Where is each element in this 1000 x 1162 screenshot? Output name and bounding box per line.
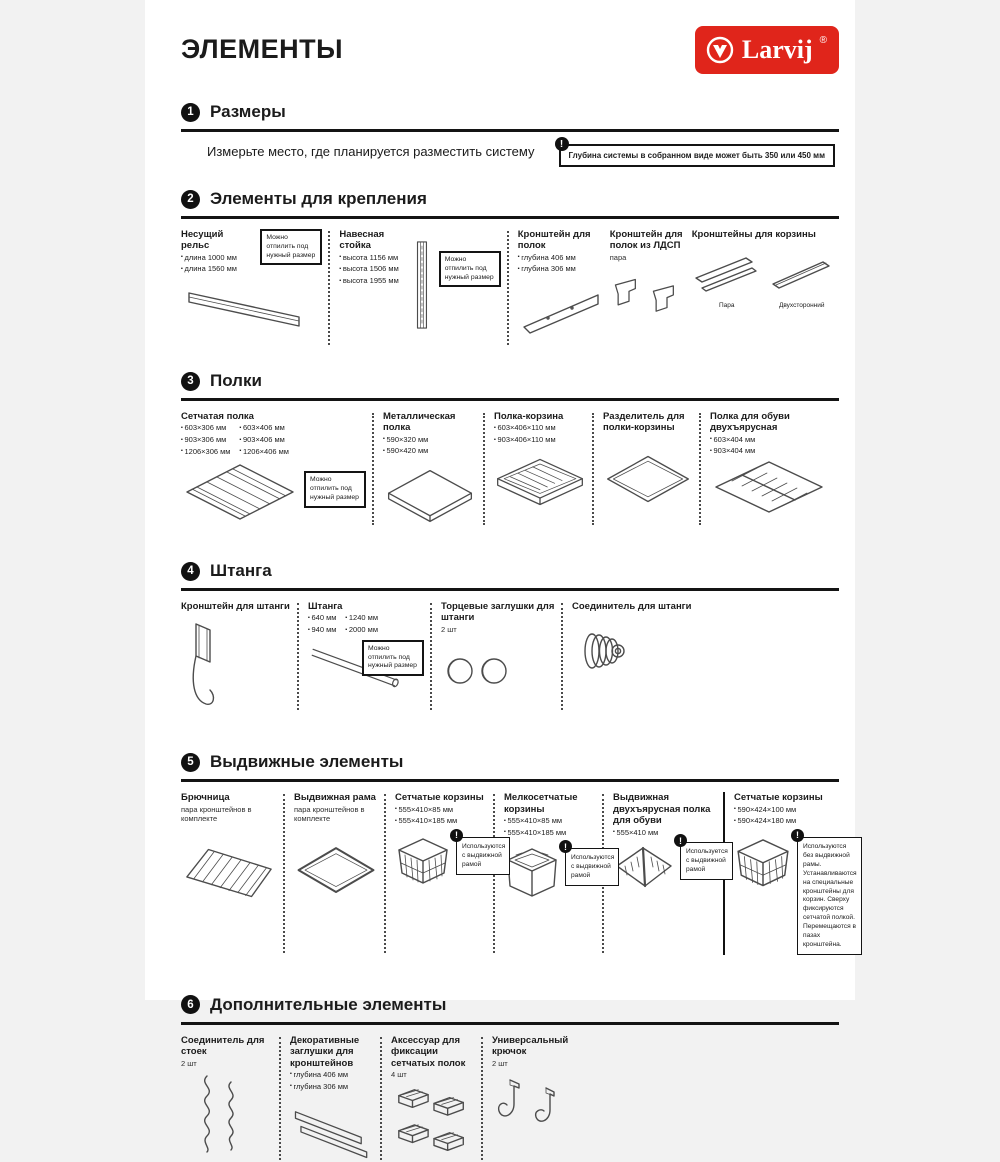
item-spec: ▪ 903×404 мм	[710, 445, 839, 457]
trouser-rack-icon	[181, 841, 277, 907]
item-spec: ▪ 1240 мм	[345, 612, 378, 624]
usage-note-text: Используются без выдвижной рамы. Устанавливаются на специальные кронштейны для корзин. Сверху фиксируются сетчатой полкой. Перемещаются в пазах кронштейна.	[803, 843, 857, 948]
bracket-caption: Двухсторонний	[778, 302, 825, 310]
ldsp-bracket-icon	[610, 270, 686, 318]
section-title: Элементы для крепления	[210, 189, 427, 208]
item-name: Сетчатые корзины	[395, 792, 484, 804]
depth-note-text: Глубина системы в собранном виде может быть 350 или 450 мм	[568, 151, 825, 160]
measure-instruction: Измерьте место, где планируется разместить систему	[207, 144, 535, 159]
item-spec: ▪ глубина 406 мм	[518, 252, 604, 264]
brand-logo	[695, 26, 839, 74]
exclamation-icon: !	[791, 829, 804, 842]
item-metal-shelf	[383, 411, 483, 527]
usage-note-text: Используется с выдвижной рамой	[686, 848, 728, 873]
item-spec: ▪ 1206×306 мм	[181, 446, 230, 458]
section-number-badge: 1	[181, 103, 200, 122]
exclamation-icon: !	[559, 840, 572, 853]
metal-shelf-icon	[383, 465, 477, 527]
item-name: Кронштейн для полок из ЛДСП	[609, 229, 683, 252]
item-decorative-caps	[290, 1035, 380, 1162]
item-sub: 2 шт	[181, 1058, 197, 1068]
section-rod	[181, 561, 839, 712]
shelf-bracket-icon	[518, 283, 604, 335]
wall-upright-icon	[411, 229, 432, 341]
depth-note-box	[559, 138, 836, 167]
section-number-badge: 2	[181, 190, 200, 209]
section-number-badge: 6	[181, 995, 200, 1014]
item-spec: ▪ 555×410×85 мм	[395, 804, 487, 816]
decorative-caps-icon	[290, 1100, 374, 1162]
item-sub: пара	[609, 252, 627, 262]
fixing-clips-icon	[391, 1083, 475, 1161]
item-name: Сетчатые корзины	[734, 792, 823, 804]
item-fine-wire-baskets	[504, 792, 615, 954]
item-spec: ▪ 2000 мм	[345, 624, 378, 636]
usage-note-box	[564, 841, 619, 886]
pullout-shoe-shelf-icon	[613, 840, 675, 896]
item-spec: ▪ 603×406×110 мм	[494, 422, 586, 434]
section-title: Выдвижные элементы	[210, 752, 404, 772]
column-divider	[699, 413, 701, 525]
item-spec: ▪ 590×424×100 мм	[734, 804, 862, 816]
item-spec: ▪ длина 1560 мм	[181, 263, 253, 275]
item-name: Торцевые заглушки для штанги	[441, 601, 555, 624]
shoe-shelf-icon	[710, 459, 828, 519]
section-title: Дополнительные элементы	[210, 994, 447, 1014]
item-spec: ▪ 903×406×110 мм	[494, 434, 586, 446]
rod-bracket-icon	[181, 620, 225, 712]
universal-hook-icon	[492, 1074, 576, 1148]
item-rod-bracket	[181, 601, 297, 712]
section-header	[181, 752, 839, 782]
item-name: Металлическая полка	[383, 411, 456, 434]
item-spec: ▪ 555×410×185 мм	[504, 827, 596, 839]
item-spec: ▪ 555×410 мм	[613, 827, 717, 839]
item-spec: ▪ 590×420 мм	[383, 445, 477, 457]
item-name: Выдвижная двухъярусная полка для обуви	[613, 792, 711, 827]
item-spec: ▪ 590×320 мм	[383, 434, 477, 446]
item-ldsp-shelf-bracket	[610, 229, 692, 347]
end-caps-icon	[441, 650, 517, 690]
brand-logo-text: Larvij	[741, 35, 813, 64]
column-divider	[372, 413, 374, 525]
section-additional	[181, 995, 839, 1162]
basket-shelf-icon	[494, 454, 586, 520]
item-name: Полка-корзина	[494, 411, 564, 422]
item-rod-connector	[572, 601, 722, 712]
item-spec: ▪ высота 1955 мм	[339, 275, 403, 287]
item-spec: ▪ 640 мм	[308, 612, 336, 624]
item-spec: ▪ 555×410×85 мм	[504, 815, 596, 827]
doc-header	[181, 26, 839, 74]
item-post-connector	[181, 1035, 279, 1162]
usage-note-text: Используются с выдвижной рамой	[462, 843, 506, 868]
column-divider	[384, 794, 386, 952]
item-spec: ▪ глубина 306 мм	[518, 263, 604, 275]
item-pullout-frame	[294, 792, 384, 954]
column-divider	[592, 413, 594, 525]
item-name: Соединитель для стоек	[181, 1034, 265, 1058]
item-sub: пара кронштейнов в комплекте	[294, 804, 365, 823]
fine-basket-icon	[504, 846, 560, 908]
item-name: Мелкосетчатые корзины	[504, 792, 578, 815]
item-spec: ▪ 603×404 мм	[710, 434, 839, 446]
wire-basket-icon	[734, 835, 792, 905]
item-mesh-shelf	[181, 411, 372, 527]
usage-note-box	[796, 830, 862, 955]
column-divider	[430, 603, 432, 710]
saw-note-box: Можно отпилить под нужный размер	[439, 251, 501, 287]
pullout-frame-icon	[294, 841, 378, 901]
bracket-caption: Пара	[718, 302, 735, 310]
column-divider	[380, 1037, 382, 1160]
usage-note-text: Используются с выдвижной рамой	[571, 854, 615, 880]
item-spec: ▪ 940 мм	[308, 624, 336, 636]
item-name: Кронштейн для полок	[517, 229, 591, 252]
page-title: ЭЛЕМЕНТЫ	[181, 34, 344, 64]
section-number-badge: 3	[181, 372, 200, 391]
item-name: Аксессуар для фиксации сетчатых полок	[391, 1034, 466, 1069]
item-name: Несущий рельс	[181, 229, 224, 252]
column-divider	[483, 413, 485, 525]
item-rod	[308, 601, 430, 712]
section-title: Штанга	[210, 561, 272, 581]
item-rod-end-caps	[441, 601, 561, 712]
item-sub: 4 шт	[391, 1069, 407, 1079]
divider-icon	[603, 450, 693, 508]
item-spec: ▪ длина 1000 мм	[181, 252, 253, 264]
item-spec: ▪ высота 1506 мм	[339, 263, 403, 275]
item-mesh-shelf-fixer	[391, 1035, 481, 1162]
item-sub: 2 шт	[492, 1058, 508, 1068]
section-header	[181, 189, 839, 219]
item-spec: ▪ глубина 406 мм	[290, 1069, 374, 1081]
item-spec: ▪ 903×306 мм	[181, 434, 230, 446]
catalog-page	[145, 0, 857, 1091]
column-divider	[561, 603, 563, 710]
item-trouser-rack	[181, 792, 283, 954]
item-wire-baskets-standalone	[734, 792, 862, 954]
rod-connector-icon	[572, 626, 638, 676]
item-spec: ▪ 1206×406 мм	[239, 446, 288, 458]
brand-logo-icon	[705, 35, 735, 65]
item-name: Декоративные заглушки для кронштейнов	[290, 1034, 360, 1069]
saw-note-box: Можно отпилить под нужный размер	[304, 471, 366, 507]
item-wall-upright	[339, 229, 506, 347]
registered-trademark: ®	[819, 35, 827, 46]
item-pullout-shoe-shelf	[613, 792, 728, 954]
basket-bracket-double-icon	[769, 254, 835, 300]
item-name: Навесная стойка	[339, 229, 385, 252]
item-two-tier-shoe-shelf	[710, 411, 839, 527]
section-pullout	[181, 752, 857, 954]
item-spec: ▪ глубина 306 мм	[290, 1081, 374, 1093]
column-divider	[481, 1037, 483, 1160]
item-carrier-rail	[181, 229, 328, 347]
mesh-shelf-icon	[181, 461, 299, 523]
basket-brackets-pair-icon	[692, 254, 762, 300]
column-divider	[507, 231, 509, 345]
exclamation-icon: !	[674, 834, 687, 847]
item-spec: ▪ высота 1156 мм	[339, 252, 403, 264]
column-divider	[328, 231, 330, 345]
item-spec: ▪ 903×406 мм	[239, 434, 288, 446]
exclamation-icon: !	[450, 829, 463, 842]
section-header	[181, 995, 839, 1025]
saw-note-box: Можно отпилить под нужный размер	[260, 229, 322, 265]
usage-note-box	[455, 830, 510, 875]
exclamation-icon: !	[555, 137, 569, 151]
item-name: Соединитель для штанги	[572, 601, 692, 613]
item-name: Универсальный крючок	[492, 1034, 569, 1058]
section-header	[181, 561, 839, 591]
item-name: Выдвижная рама	[294, 792, 376, 804]
carrier-rail-icon	[181, 283, 309, 333]
saw-note-box: Можно отпилить под нужный размер	[362, 640, 424, 676]
item-name: Штанга	[308, 601, 343, 613]
item-sub: пара кронштейнов в комплекте	[181, 804, 252, 823]
usage-note-box	[679, 835, 733, 880]
item-name: Брючница	[181, 792, 230, 804]
section-header	[181, 102, 839, 132]
item-spec: ▪ 603×406 мм	[239, 422, 288, 434]
column-divider	[297, 603, 299, 710]
item-wire-baskets	[395, 792, 506, 954]
post-connector-icon	[191, 1072, 247, 1158]
column-divider	[279, 1037, 281, 1160]
section-shelves	[181, 371, 839, 527]
item-universal-hook	[492, 1035, 602, 1162]
item-name: Кронштейны для корзины	[691, 229, 816, 240]
item-name: Разделитель для полки-корзины	[603, 411, 685, 434]
section-mounting	[181, 189, 839, 347]
item-name: Полка для обуви двухъярусная	[710, 411, 790, 434]
item-shelf-bracket	[518, 229, 610, 347]
section-title: Размеры	[210, 102, 286, 121]
section-number-badge: 4	[181, 562, 200, 581]
section-dimensions	[181, 102, 839, 167]
item-basket-shelf-divider	[603, 411, 699, 527]
item-spec: ▪ 590×424×180 мм	[734, 815, 862, 827]
section-title: Полки	[210, 371, 262, 390]
item-spec: ▪ 603×306 мм	[181, 422, 230, 434]
item-basket-brackets	[692, 229, 839, 347]
item-name: Кронштейн для штанги	[181, 601, 290, 613]
item-basket-shelf	[494, 411, 592, 527]
column-divider	[283, 794, 285, 952]
item-sub: 2 шт	[441, 624, 457, 634]
section-number-badge: 5	[181, 753, 200, 772]
item-spec: ▪ 555×410×185 мм	[395, 815, 487, 827]
item-name: Сетчатая полка	[181, 411, 254, 422]
section-header	[181, 371, 839, 401]
wire-basket-icon	[395, 835, 451, 901]
